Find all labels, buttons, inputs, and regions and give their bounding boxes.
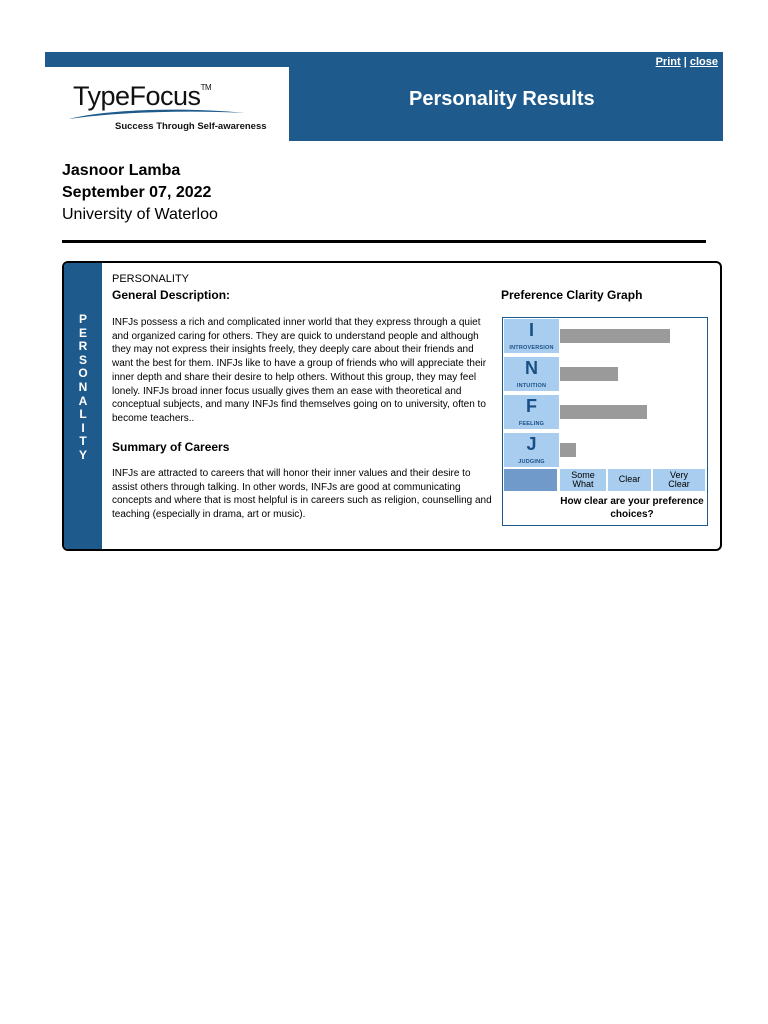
side-letter: A bbox=[78, 393, 88, 408]
person-name: Jasnoor Lamba bbox=[62, 162, 181, 179]
preference-letter: I bbox=[528, 320, 534, 340]
side-letter: Y bbox=[78, 447, 87, 462]
general-description-text: INFJs possess a rich and complicated inner world that they express through a quiet and organized caring for others. They are quick to understand people and although they may not express their insights freely, they deeply care about their friends and want the best for them. INFJs like to have a group of friends who will appreciate their inner depth and share their desire to help others. Without this group, they may feel lonely. INFJs broad inner focus usually gives them an ease with theoretical and conceptual subjects, and many INFJs find themselves going on to university, often to become teachers.. bbox=[112, 317, 487, 424]
preference-label-introversion bbox=[504, 319, 559, 353]
clarity-bar-i bbox=[560, 329, 670, 343]
person-info bbox=[62, 160, 218, 226]
preference-label-intuition bbox=[504, 357, 559, 391]
scale-label: Clear bbox=[608, 469, 651, 491]
side-letter: N bbox=[78, 379, 88, 394]
section-label: PERSONALITY bbox=[112, 273, 190, 285]
personality-card bbox=[62, 261, 722, 551]
clarity-bar-f bbox=[560, 405, 647, 419]
close-link[interactable]: close bbox=[689, 56, 718, 68]
logo-trademark: TM bbox=[200, 83, 212, 92]
organization: University of Waterloo bbox=[62, 206, 218, 223]
header-links bbox=[656, 56, 718, 68]
preference-word: INTUITION bbox=[516, 383, 547, 389]
page-title: Personality Results bbox=[409, 88, 595, 110]
divider bbox=[62, 240, 706, 243]
graph-question: How clear are your preference choices? bbox=[560, 496, 704, 520]
scale-label: Some What bbox=[560, 469, 606, 491]
general-description-title: General Description: bbox=[112, 288, 231, 302]
report-date: September 07, 2022 bbox=[62, 184, 212, 201]
logo bbox=[45, 67, 289, 141]
header-banner bbox=[45, 52, 723, 141]
graph-title: Preference Clarity Graph bbox=[501, 288, 643, 302]
preference-label-feeling bbox=[504, 395, 559, 429]
preference-letter: F bbox=[526, 396, 537, 416]
preference-word: JUDGING bbox=[518, 459, 545, 465]
scale-blank-cell bbox=[504, 469, 557, 491]
preference-word: INTROVERSION bbox=[509, 345, 554, 351]
side-letter: R bbox=[78, 339, 88, 354]
summary-careers-text: INFJs are attracted to careers that will honor their inner values and their desire to assist others through talking. In other words, INFJs are good at communicating concepts and where that is most helpful is in careers such as religion, counselling and teaching (especially in drama, art or music). bbox=[112, 468, 492, 521]
side-letter: P bbox=[78, 312, 87, 326]
preference-word: FEELING bbox=[518, 421, 545, 427]
preference-clarity-graph bbox=[502, 317, 708, 526]
summary-careers-title: Summary of Careers bbox=[112, 440, 230, 454]
print-link[interactable]: Print bbox=[655, 56, 681, 68]
side-letter: S bbox=[78, 352, 87, 367]
side-label bbox=[64, 313, 102, 463]
clarity-bar-j bbox=[560, 443, 576, 457]
preference-letter: J bbox=[526, 434, 537, 454]
logo-brand: TypeFocus bbox=[73, 81, 201, 111]
side-letter: E bbox=[78, 325, 87, 340]
scale-label: Very Clear bbox=[653, 469, 705, 491]
side-letter: O bbox=[78, 366, 88, 381]
side-letter: L bbox=[79, 407, 87, 422]
preference-label-judging bbox=[504, 433, 559, 467]
clarity-bar-n bbox=[560, 367, 618, 381]
logo-swoosh-icon bbox=[67, 107, 247, 121]
preference-letter: N bbox=[525, 358, 538, 378]
side-band bbox=[64, 263, 102, 549]
link-separator: | bbox=[683, 56, 687, 68]
logo-tagline: Success Through Self-awareness bbox=[115, 121, 267, 132]
side-letter: T bbox=[79, 434, 87, 449]
side-letter: I bbox=[81, 420, 85, 435]
